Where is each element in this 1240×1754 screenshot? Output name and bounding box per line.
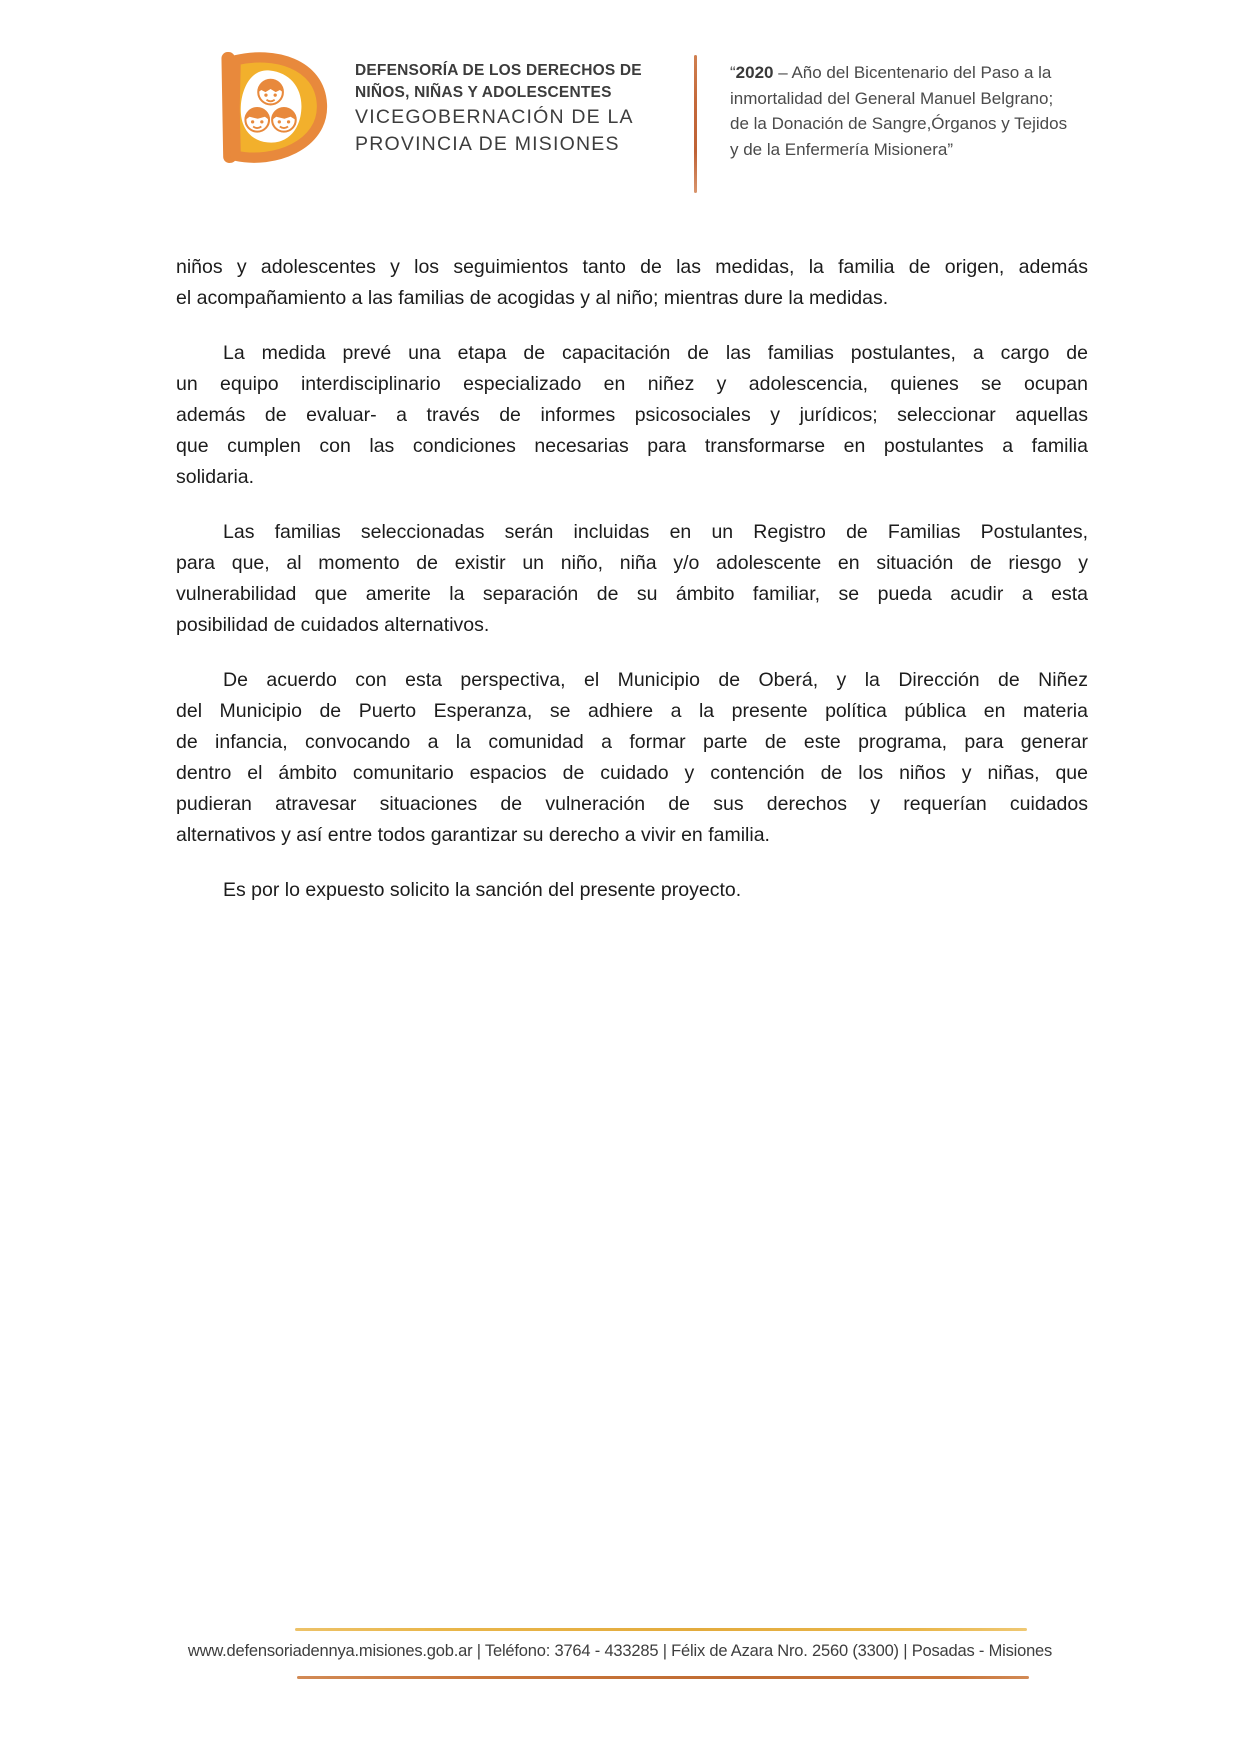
organization-name xyxy=(355,60,685,157)
paragraph xyxy=(176,665,1088,851)
paragraph xyxy=(176,338,1088,493)
children-faces-d-logo xyxy=(205,50,330,165)
quote-line-3: de la Donación de Sangre,Órganos y Tejidos xyxy=(730,114,1068,133)
paragraph xyxy=(176,875,1088,906)
year-dedication-quote xyxy=(730,60,1092,162)
quote-line-4: y de la Enfermería Misionera” xyxy=(730,139,953,159)
text-line: un equipo interdisciplinario especializado en niñez y adolescencia, quienes se ocupan xyxy=(176,373,1088,395)
quote-line-1 xyxy=(730,60,1092,86)
defensoria-logo xyxy=(205,50,330,165)
paragraph xyxy=(176,517,1088,641)
text-line: pudieran atravesar situaciones de vulneración de sus derechos y requerían cuidados xyxy=(176,793,1088,815)
footer-rule-orange xyxy=(297,1676,1029,1679)
text-line: posibilidad de cuidados alternativos. xyxy=(176,614,490,636)
text-line: Es por lo expuesto solicito la sanción del presente proyecto. xyxy=(223,879,742,901)
quote-year: 2020 xyxy=(735,63,774,82)
document-body xyxy=(176,252,1088,930)
text-line: de infancia, convocando a la comunidad a formar parte de este programa, para generar xyxy=(176,731,1088,753)
quote-open-mark: “ xyxy=(730,63,736,82)
text-line: el acompañamiento a las familias de acogidas y al niño; mientras dure la medidas. xyxy=(176,287,889,309)
org-line-4: PROVINCIA DE MISIONES xyxy=(355,132,620,155)
text-line: Las familias seleccionadas serán incluidas en un Registro de Familias Postulantes, xyxy=(223,521,1088,543)
quote-line-1-rest: – Año del Bicentenario del Paso a la xyxy=(773,63,1052,82)
text-line: solidaria. xyxy=(176,466,255,488)
text-line: niños y adolescentes y los seguimientos tanto de las medidas, la familia de origen, además xyxy=(176,256,1088,278)
text-line: del Municipio de Puerto Esperanza, se adhiere a la presente política pública en materia xyxy=(176,700,1088,722)
header-divider-line xyxy=(694,55,697,193)
quote-line-2: inmortalidad del General Manuel Belgrano; xyxy=(730,88,1054,108)
text-line: para que, al momento de existir un niño, niña y/o adolescente en situación de riesgo y xyxy=(176,552,1088,574)
text-line: además de evaluar- a través de informes psicosociales y jurídicos; seleccionar aquellas xyxy=(176,404,1088,426)
org-line-2: NIÑOS, NIÑAS Y ADOLESCENTES xyxy=(355,84,612,101)
footer-rule-yellow xyxy=(295,1628,1027,1631)
footer-contact-info: www.defensoriadennya.misiones.gob.ar | Teléfono: 3764 - 433285 | Félix de Azara Nro. 2560 (3300) | Posadas - Misiones xyxy=(187,1642,1053,1660)
text-line: dentro el ámbito comunitario espacios de cuidado y contención de los niños y niñas, que xyxy=(176,762,1088,784)
paragraph xyxy=(176,252,1088,314)
org-line-3: VICEGOBERNACIÓN DE LA xyxy=(355,106,634,128)
text-line: vulnerabilidad que amerite la separación de su ámbito familiar, se pueda acudir a esta xyxy=(176,583,1088,605)
text-line: que cumplen con las condiciones necesarias para transformarse en postulantes a familia xyxy=(176,435,1088,457)
text-line: alternativos y así entre todos garantizar su derecho a vivir en familia. xyxy=(176,824,770,846)
text-line: La medida prevé una etapa de capacitación de las familias postulantes, a cargo de xyxy=(223,342,1088,364)
org-line-1: DEFENSORÍA DE LOS DERECHOS DE xyxy=(355,62,642,79)
text-line: De acuerdo con esta perspectiva, el Municipio de Oberá, y la Dirección de Niñez xyxy=(223,669,1088,691)
